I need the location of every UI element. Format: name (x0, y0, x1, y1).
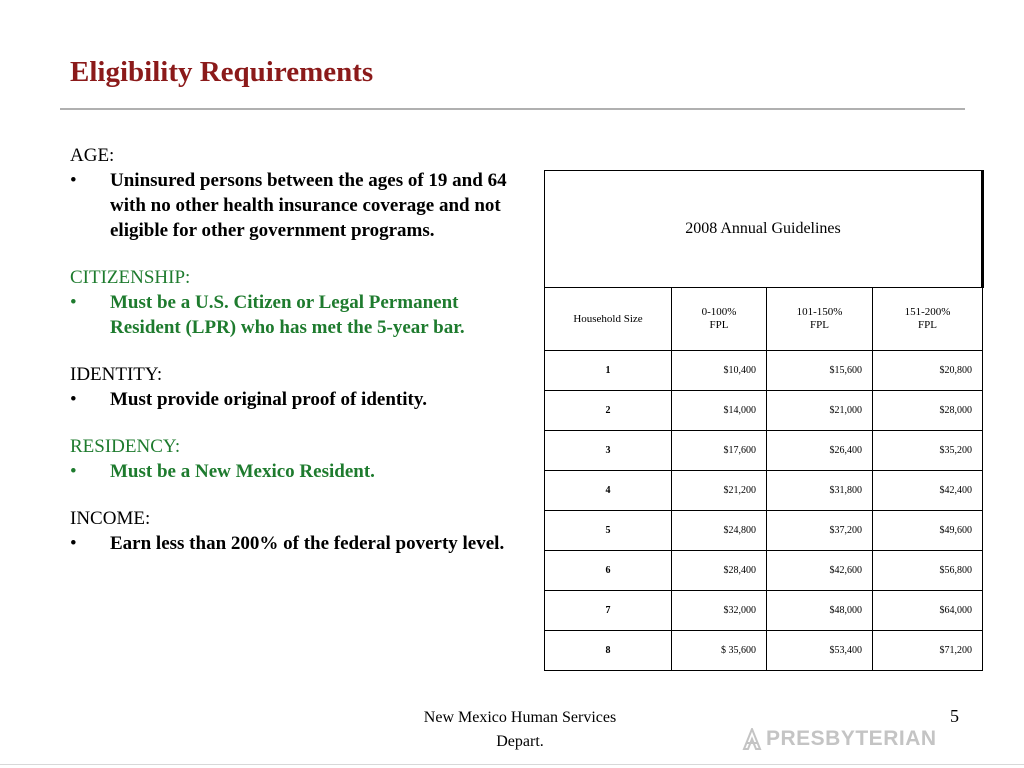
bullet-text: Must provide original proof of identity. (110, 389, 428, 410)
footer-org-line: Depart. (496, 733, 544, 750)
income-cell: $42,600 (767, 551, 873, 591)
income-cell: $26,400 (767, 431, 873, 471)
bullet-dot: • (70, 533, 77, 554)
table-row (545, 591, 983, 631)
section-income (70, 506, 530, 556)
header-line: FPL (810, 319, 829, 331)
table-row (545, 351, 983, 391)
income-cell: $35,200 (873, 431, 983, 471)
income-cell: $37,200 (767, 511, 873, 551)
table-caption: 2008 Annual Guidelines (545, 171, 983, 288)
table-row (545, 471, 983, 511)
section-age (70, 143, 530, 243)
income-cell: $49,600 (873, 511, 983, 551)
income-cell: $ 35,600 (672, 631, 767, 671)
presbyterian-logo (742, 727, 937, 751)
household-size-cell: 4 (545, 471, 672, 511)
section-heading: AGE: (70, 145, 115, 166)
header-0-100-fpl (672, 288, 767, 351)
section-citizenship (70, 265, 530, 340)
footer-org-line: New Mexico Human Services (423, 709, 617, 726)
table-row (545, 511, 983, 551)
slide-title: Eligibility Requirements (70, 56, 374, 88)
income-cell: $15,600 (767, 351, 873, 391)
table-row (545, 431, 983, 471)
household-size-cell: 7 (545, 591, 672, 631)
household-size-cell: 6 (545, 551, 672, 591)
section-heading: IDENTITY: (70, 364, 163, 385)
income-cell: $32,000 (672, 591, 767, 631)
footer-org (380, 706, 660, 754)
household-size-cell: 1 (545, 351, 672, 391)
bullet-item (70, 531, 530, 556)
bullet-dot: • (70, 170, 77, 191)
bullet-text: Uninsured persons between the ages of 19 and 64 with no other health insurance coverage and not eligible for other government programs. (110, 170, 507, 241)
income-cell: $64,000 (873, 591, 983, 631)
income-cell: $21,200 (672, 471, 767, 511)
header-151-200-fpl (873, 288, 983, 351)
title-divider (60, 108, 965, 110)
income-cell: $10,400 (672, 351, 767, 391)
table-row (545, 631, 983, 671)
fpl-guidelines-table (544, 170, 984, 671)
income-cell: $56,800 (873, 551, 983, 591)
income-cell: $20,800 (873, 351, 983, 391)
presbyterian-logo-text: PRESBYTERIAN (766, 727, 937, 750)
bullet-dot: • (70, 389, 77, 410)
table-header-row (545, 288, 983, 351)
table-caption-row (545, 171, 983, 288)
bullet-item (70, 290, 530, 340)
bullet-item (70, 168, 530, 243)
income-cell: $53,400 (767, 631, 873, 671)
income-cell: $17,600 (672, 431, 767, 471)
section-heading: CITIZENSHIP: (70, 267, 191, 288)
header-line: 101-150% (796, 306, 843, 318)
bullet-dot: • (70, 292, 77, 313)
header-household-size: Household Size (545, 288, 672, 351)
section-heading: RESIDENCY: (70, 436, 181, 457)
header-101-150-fpl (767, 288, 873, 351)
household-size-cell: 3 (545, 431, 672, 471)
household-size-cell: 5 (545, 511, 672, 551)
page-number: 5 (950, 706, 959, 726)
bullet-item (70, 387, 530, 412)
header-line: 151-200% (904, 306, 951, 318)
requirements-list (70, 143, 530, 578)
income-cell: $24,800 (672, 511, 767, 551)
table-row (545, 551, 983, 591)
footer-divider (0, 764, 1024, 765)
income-cell: $14,000 (672, 391, 767, 431)
presbyterian-logo-icon (742, 728, 762, 750)
section-identity (70, 362, 530, 412)
bullet-item (70, 459, 530, 484)
bullet-text: Must be a New Mexico Resident. (110, 461, 375, 482)
income-cell: $28,400 (672, 551, 767, 591)
bullet-text: Earn less than 200% of the federal poverty level. (110, 533, 505, 554)
section-residency (70, 434, 530, 484)
section-heading: INCOME: (70, 508, 151, 529)
income-cell: $48,000 (767, 591, 873, 631)
household-size-cell: 8 (545, 631, 672, 671)
income-cell: $71,200 (873, 631, 983, 671)
income-cell: $31,800 (767, 471, 873, 511)
income-cell: $21,000 (767, 391, 873, 431)
household-size-cell: 2 (545, 391, 672, 431)
income-cell: $42,400 (873, 471, 983, 511)
table-row (545, 391, 983, 431)
header-line: FPL (709, 319, 729, 331)
header-line: 0-100% (701, 306, 737, 318)
bullet-text: Must be a U.S. Citizen or Legal Permanent Resident (LPR) who has met the 5-year bar. (110, 292, 465, 338)
income-cell: $28,000 (873, 391, 983, 431)
bullet-dot: • (70, 461, 77, 482)
header-line: FPL (918, 319, 937, 331)
